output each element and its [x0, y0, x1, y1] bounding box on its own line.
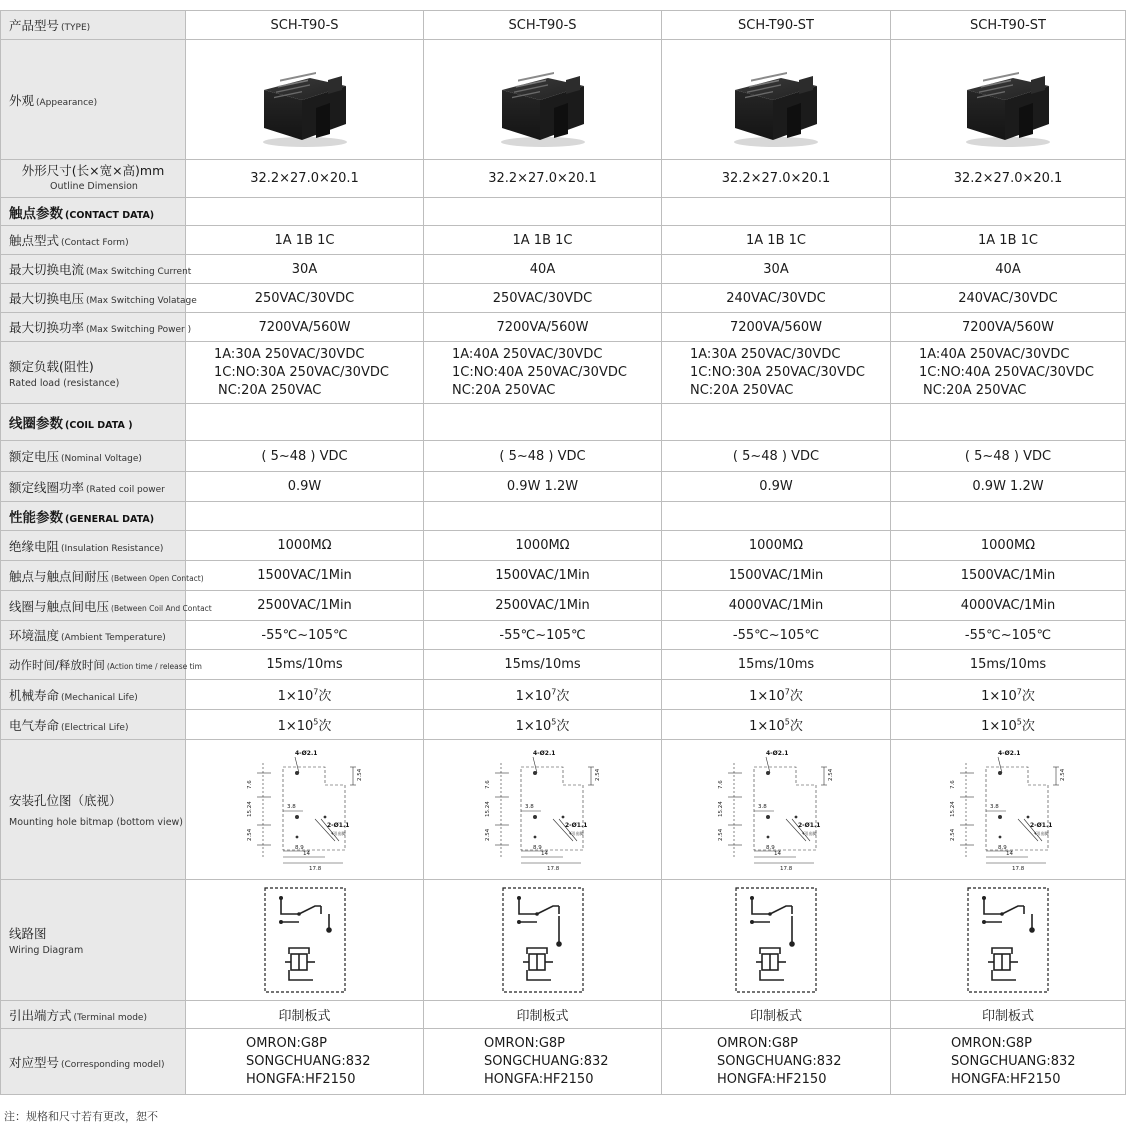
- nominal-voltage-4: ( 5~48 ) VDC: [891, 441, 1126, 472]
- label-ambient: 环境温度 (Ambient Temperature): [1, 621, 186, 650]
- svg-text:2.54: 2.54: [246, 828, 253, 841]
- svg-text:¥引出脚: ¥引出脚: [568, 830, 584, 836]
- row-nominal-voltage: [1, 441, 1126, 472]
- svg-text:7.6: 7.6: [246, 779, 253, 789]
- row-elec-life: [1, 710, 1126, 740]
- max-power-4: 7200VA/560W: [891, 313, 1126, 342]
- svg-text:7.6: 7.6: [484, 779, 491, 789]
- row-general-section: [1, 502, 1126, 531]
- label-mech-life: 机械寿命 (Mechanical Life): [1, 680, 186, 710]
- type-1: SCH-T90-S: [186, 11, 424, 40]
- type-2: SCH-T90-S: [424, 11, 662, 40]
- svg-text:14: 14: [774, 850, 781, 857]
- section-general: 性能参数 (GENERAL DATA): [1, 502, 186, 531]
- mounting-diagram-cell: [186, 740, 424, 880]
- rated-load-3: 1A:30A 250VAC/30VDC 1C:NO:30A 250VAC/30VDC NC:20A 250VAC: [662, 342, 891, 404]
- nominal-voltage-3: ( 5~48 ) VDC: [662, 441, 891, 472]
- svg-text:8.9: 8.9: [532, 844, 542, 851]
- label-outline: 外形尺寸(长×宽×高)mm Outline Dimension: [1, 160, 186, 198]
- label-max-power: 最大切换功率 (Max Switching Power ): [1, 313, 186, 342]
- svg-text:2-Ø1.1: 2-Ø1.1: [1030, 821, 1053, 829]
- rated-load-2: 1A:40A 250VAC/30VDC 1C:NO:40A 250VAC/30VDC NC:20A 250VAC: [424, 342, 662, 404]
- svg-text:8.9: 8.9: [998, 844, 1007, 851]
- row-open-contact: [1, 561, 1126, 591]
- row-insulation: [1, 531, 1126, 561]
- svg-text:¥引出脚: ¥引出脚: [1034, 830, 1049, 836]
- label-action-time: 动作时间/释放时间 (Action time / release tim: [1, 650, 186, 680]
- svg-text:8.9: 8.9: [766, 844, 775, 851]
- wiring-diagram-cell: [662, 880, 891, 1001]
- mounting-diagram-cell: [891, 740, 1126, 880]
- wiring-diagram-cell: [891, 880, 1126, 1001]
- mounting-diagram-cell: [662, 740, 891, 880]
- svg-text:¥引出脚: ¥引出脚: [330, 830, 346, 836]
- svg-text:3.8: 3.8: [758, 803, 767, 810]
- label-rated-load: 额定负载(阻性) Rated load (resistance): [1, 342, 186, 404]
- row-rated-load: [1, 342, 1126, 404]
- max-voltage-1: 250VAC/30VDC: [186, 284, 424, 313]
- relay-photo-cell: [186, 40, 424, 160]
- svg-text:2.54: 2.54: [484, 828, 491, 841]
- max-current-1: 30A: [186, 255, 424, 284]
- max-voltage-2: 250VAC/30VDC: [424, 284, 662, 313]
- ambient-4: -55℃~105℃: [891, 621, 1126, 650]
- type-3: SCH-T90-ST: [662, 11, 891, 40]
- spec-table: [0, 10, 1126, 1095]
- svg-text:15.24: 15.24: [246, 800, 253, 817]
- svg-text:17.8: 17.8: [1012, 865, 1025, 872]
- outline-3: 32.2×27.0×20.1: [662, 160, 891, 198]
- coil-contact-3: 4000VAC/1Min: [662, 591, 891, 621]
- relay-photo-icon: [250, 50, 360, 150]
- row-coil-contact: [1, 591, 1126, 621]
- insulation-3: 1000MΩ: [662, 531, 891, 561]
- relay-photo-cell: [424, 40, 662, 160]
- relay-photo-icon: [488, 50, 598, 150]
- contact-form-2: 1A 1B 1C: [424, 226, 662, 255]
- svg-text:4-Ø2.1: 4-Ø2.1: [998, 749, 1021, 757]
- label-contact-form: 触点型式 (Contact Form): [1, 226, 186, 255]
- svg-text:2.54: 2.54: [828, 768, 834, 781]
- rated-load-1: 1A:30A 250VAC/30VDC 1C:NO:30A 250VAC/30VDC NC:20A 250VAC: [186, 342, 424, 404]
- svg-text:2.54: 2.54: [950, 828, 956, 841]
- rated-load-4: 1A:40A 250VAC/30VDC 1C:NO:40A 250VAC/30VDC NC:20A 250VAC: [891, 342, 1126, 404]
- svg-text:15.24: 15.24: [484, 800, 491, 817]
- svg-text:3.8: 3.8: [524, 803, 534, 810]
- svg-text:14: 14: [1006, 850, 1013, 857]
- row-outline: [1, 160, 1126, 198]
- corresponding-2: OMRON:G8P SONGCHUANG:832 HONGFA:HF2150: [424, 1029, 662, 1095]
- contact-form-1: 1A 1B 1C: [186, 226, 424, 255]
- action-time-2: 15ms/10ms: [424, 650, 662, 680]
- label-open-contact: 触点与触点间耐压 (Between Open Contact): [1, 561, 186, 591]
- row-ambient: [1, 621, 1126, 650]
- svg-text:2.54: 2.54: [718, 828, 724, 841]
- mounting-hole-diagram-icon: [938, 745, 1078, 875]
- ambient-2: -55℃~105℃: [424, 621, 662, 650]
- relay-photo-cell: [891, 40, 1126, 160]
- relay-photo-icon: [721, 50, 831, 150]
- mech-life-4: $1\times 10^7$次: [891, 680, 1126, 710]
- outline-2: 32.2×27.0×20.1: [424, 160, 662, 198]
- terminal-4: 印制板式: [891, 1001, 1126, 1029]
- mech-life-1: $1\times 10^7$次: [186, 680, 424, 710]
- nominal-voltage-1: ( 5~48 ) VDC: [186, 441, 424, 472]
- label-max-voltage: 最大切换电压 (Max Switching Volatage: [1, 284, 186, 313]
- svg-text:2.54: 2.54: [356, 768, 363, 781]
- row-wiring: [1, 880, 1126, 1001]
- row-mounting: [1, 740, 1126, 880]
- coil-power-2: 0.9W 1.2W: [424, 472, 662, 502]
- mounting-hole-diagram-icon: [706, 745, 846, 875]
- open-contact-2: 1500VAC/1Min: [424, 561, 662, 591]
- insulation-2: 1000MΩ: [424, 531, 662, 561]
- max-current-2: 40A: [424, 255, 662, 284]
- svg-text:2-Ø1.1: 2-Ø1.1: [326, 821, 349, 829]
- wiring-diagram-icon: [730, 884, 822, 996]
- coil-contact-4: 4000VAC/1Min: [891, 591, 1126, 621]
- row-terminal: [1, 1001, 1126, 1029]
- section-contact: 触点参数 (CONTACT DATA): [1, 198, 186, 226]
- insulation-4: 1000MΩ: [891, 531, 1126, 561]
- coil-power-3: 0.9W: [662, 472, 891, 502]
- label-insulation: 绝缘电阻 (Insulation Resistance): [1, 531, 186, 561]
- svg-text:3.8: 3.8: [990, 803, 999, 810]
- label-nominal-voltage: 额定电压 (Nominal Voltage): [1, 441, 186, 472]
- section-coil: 线圈参数 (COIL DATA ): [1, 404, 186, 441]
- open-contact-4: 1500VAC/1Min: [891, 561, 1126, 591]
- footer-note: 注：规格和尺寸若有更改，恕不: [4, 1110, 158, 1123]
- label-elec-life: 电气寿命 (Electrical Life): [1, 710, 186, 740]
- elec-life-2: $1\times 10^5$次: [424, 710, 662, 740]
- svg-text:4-Ø2.1: 4-Ø2.1: [532, 749, 555, 757]
- svg-text:17.8: 17.8: [308, 865, 321, 872]
- wiring-diagram-cell: [424, 880, 662, 1001]
- wiring-diagram-icon: [962, 884, 1054, 996]
- max-voltage-3: 240VAC/30VDC: [662, 284, 891, 313]
- svg-text:14: 14: [540, 850, 548, 857]
- outline-1: 32.2×27.0×20.1: [186, 160, 424, 198]
- row-mech-life: [1, 680, 1126, 710]
- action-time-1: 15ms/10ms: [186, 650, 424, 680]
- coil-contact-1: 2500VAC/1Min: [186, 591, 424, 621]
- row-max-power: [1, 313, 1126, 342]
- max-voltage-4: 240VAC/30VDC: [891, 284, 1126, 313]
- coil-power-4: 0.9W 1.2W: [891, 472, 1126, 502]
- coil-power-1: 0.9W: [186, 472, 424, 502]
- elec-life-3: $1\times 10^5$次: [662, 710, 891, 740]
- svg-text:2-Ø1.1: 2-Ø1.1: [564, 821, 587, 829]
- svg-text:7.6: 7.6: [950, 779, 956, 789]
- svg-text:7.6: 7.6: [718, 779, 724, 789]
- svg-text:14: 14: [302, 850, 310, 857]
- svg-text:15.24: 15.24: [718, 800, 724, 817]
- row-max-voltage: [1, 284, 1126, 313]
- mounting-diagram-cell: [424, 740, 662, 880]
- row-coil-section: [1, 404, 1126, 441]
- elec-life-4: $1\times 10^5$次: [891, 710, 1126, 740]
- max-power-1: 7200VA/560W: [186, 313, 424, 342]
- corresponding-1: OMRON:G8P SONGCHUANG:832 HONGFA:HF2150: [186, 1029, 424, 1095]
- svg-text:4-Ø2.1: 4-Ø2.1: [294, 749, 317, 757]
- max-current-3: 30A: [662, 255, 891, 284]
- relay-photo-cell: [662, 40, 891, 160]
- label-appearance: 外观 (Appearance): [1, 40, 186, 160]
- type-4: SCH-T90-ST: [891, 11, 1126, 40]
- svg-text:2.54: 2.54: [594, 768, 601, 781]
- row-contact-form: [1, 226, 1126, 255]
- ambient-1: -55℃~105℃: [186, 621, 424, 650]
- corresponding-3: OMRON:G8P SONGCHUANG:832 HONGFA:HF2150: [662, 1029, 891, 1095]
- mounting-hole-diagram-icon: [473, 745, 613, 875]
- row-appearance: [1, 40, 1126, 160]
- label-coil-contact: 线圈与触点间电压 (Between Coil And Contact: [1, 591, 186, 621]
- label-type: 产品型号 (TYPE): [1, 11, 186, 40]
- corresponding-4: OMRON:G8P SONGCHUANG:832 HONGFA:HF2150: [891, 1029, 1126, 1095]
- wiring-diagram-icon: [497, 884, 589, 996]
- open-contact-3: 1500VAC/1Min: [662, 561, 891, 591]
- label-terminal: 引出端方式 (Terminal mode): [1, 1001, 186, 1029]
- svg-text:17.8: 17.8: [546, 865, 559, 872]
- mounting-hole-diagram-icon: [235, 745, 375, 875]
- svg-text:15.24: 15.24: [950, 800, 956, 817]
- label-wiring: 线路图 Wiring Diagram: [1, 880, 186, 1001]
- wiring-diagram-icon: [259, 884, 351, 996]
- coil-contact-2: 2500VAC/1Min: [424, 591, 662, 621]
- row-type: [1, 11, 1126, 40]
- label-max-current: 最大切换电流 (Max Switching Current: [1, 255, 186, 284]
- svg-text:17.8: 17.8: [780, 865, 793, 872]
- svg-text:¥引出脚: ¥引出脚: [802, 830, 817, 836]
- max-power-2: 7200VA/560W: [424, 313, 662, 342]
- row-action-time: [1, 650, 1126, 680]
- svg-text:8.9: 8.9: [294, 844, 304, 851]
- label-coil-power: 额定线圈功率 (Rated coil power: [1, 472, 186, 502]
- svg-text:3.8: 3.8: [286, 803, 296, 810]
- max-power-3: 7200VA/560W: [662, 313, 891, 342]
- action-time-3: 15ms/10ms: [662, 650, 891, 680]
- mech-life-3: $1\times 10^7$次: [662, 680, 891, 710]
- svg-text:2-Ø1.1: 2-Ø1.1: [798, 821, 821, 829]
- wiring-diagram-cell: [186, 880, 424, 1001]
- nominal-voltage-2: ( 5~48 ) VDC: [424, 441, 662, 472]
- ambient-3: -55℃~105℃: [662, 621, 891, 650]
- row-contact-section: [1, 198, 1126, 226]
- action-time-4: 15ms/10ms: [891, 650, 1126, 680]
- outline-4: 32.2×27.0×20.1: [891, 160, 1126, 198]
- contact-form-4: 1A 1B 1C: [891, 226, 1126, 255]
- contact-form-3: 1A 1B 1C: [662, 226, 891, 255]
- max-current-4: 40A: [891, 255, 1126, 284]
- terminal-2: 印制板式: [424, 1001, 662, 1029]
- open-contact-1: 1500VAC/1Min: [186, 561, 424, 591]
- terminal-1: 印制板式: [186, 1001, 424, 1029]
- row-max-current: [1, 255, 1126, 284]
- row-coil-power: [1, 472, 1126, 502]
- row-corresponding: [1, 1029, 1126, 1095]
- elec-life-1: $1\times 10^5$次: [186, 710, 424, 740]
- svg-text:4-Ø2.1: 4-Ø2.1: [766, 749, 789, 757]
- label-corresponding: 对应型号 (Corresponding model): [1, 1029, 186, 1095]
- svg-text:2.54: 2.54: [1060, 768, 1066, 781]
- label-mounting: 安装孔位图（底视） Mounting hole bitmap (bottom view): [1, 740, 186, 880]
- relay-photo-icon: [953, 50, 1063, 150]
- insulation-1: 1000MΩ: [186, 531, 424, 561]
- terminal-3: 印制板式: [662, 1001, 891, 1029]
- mech-life-2: $1\times 10^7$次: [424, 680, 662, 710]
